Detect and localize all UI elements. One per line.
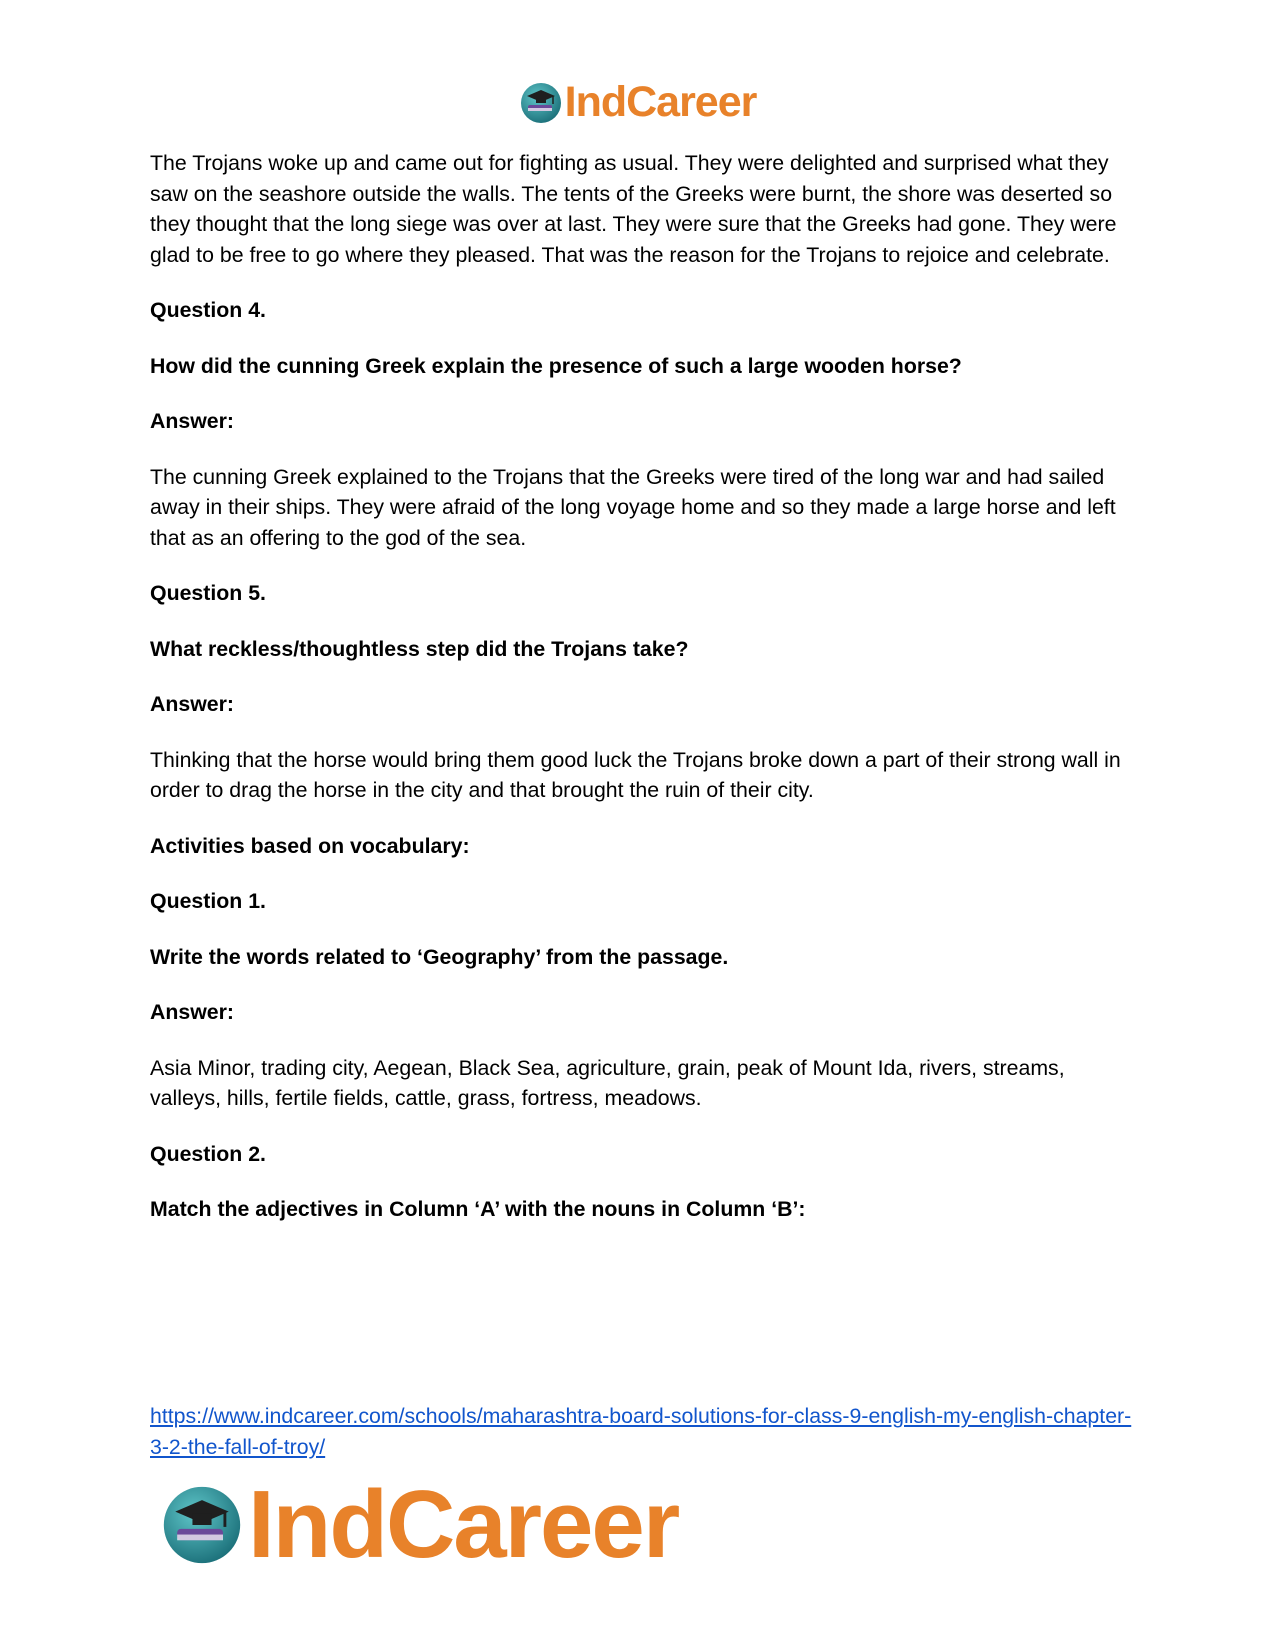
heading-text: Question 4. bbox=[150, 298, 266, 322]
heading-text: Match the adjectives in Column ‘A’ with the nouns in Column ‘B’: bbox=[150, 1197, 806, 1221]
heading-text: Answer: bbox=[150, 409, 235, 433]
paragraph-gap bbox=[150, 326, 1135, 351]
paragraph-gap bbox=[150, 1169, 1135, 1194]
heading-text: Write the words related to ‘Geography’ from the passage. bbox=[150, 944, 729, 969]
paragraph-gap bbox=[150, 917, 1135, 942]
paragraph-gap bbox=[150, 609, 1135, 634]
footer-link[interactable]: https://www.indcareer.com/schools/maharashtra-board-solutions-for-class-9-english-my-english-chapter-3-2-the-fall-of-troy/ bbox=[150, 1404, 1132, 1459]
paragraph-gap bbox=[150, 720, 1135, 745]
paragraph-text: The cunning Greek explained to the Trojans that the Greeks were tired of the long war and had sailed away in their ships. They were afraid of the long voyage home and so they made a large horse and left that as an offering to the god of the sea. bbox=[150, 464, 1116, 550]
logo bbox=[519, 78, 757, 127]
paragraph-text: Asia Minor, trading city, Aegean, Black Sea, agriculture, grain, peak of Mount Ida, rivers, streams, valleys, hills, fertile fields, cattle, grass, fortress, meadows. bbox=[150, 1055, 1065, 1110]
heading-text: Activities based on vocabulary: bbox=[150, 833, 470, 858]
heading-text: How did the cunning Greek explain the presence of such a large wooden horse? bbox=[150, 353, 962, 378]
paragraph-gap bbox=[150, 1114, 1135, 1139]
footer-logo-mark bbox=[160, 1470, 678, 1580]
logo-text: IndCareer bbox=[564, 78, 757, 126]
heading-text: Answer: bbox=[150, 692, 235, 716]
footer-logo bbox=[160, 1470, 678, 1580]
paragraph-gap bbox=[150, 270, 1135, 295]
paragraph-gap bbox=[150, 381, 1135, 406]
paragraph-gap bbox=[150, 664, 1135, 689]
heading-text: Question 1. bbox=[150, 889, 266, 913]
header-logo bbox=[0, 78, 1275, 127]
footer-logo-text: IndCareer bbox=[248, 1471, 679, 1578]
document-body bbox=[150, 148, 1135, 1225]
paragraph-text: Thinking that the horse would bring them good luck the Trojans broke down a part of their strong wall in order to drag the horse in the city and that brought the ruin of their city. bbox=[150, 747, 1121, 802]
paragraph-gap bbox=[150, 437, 1135, 462]
heading-text: Answer: bbox=[150, 1000, 235, 1024]
graduation-book-icon bbox=[160, 1483, 244, 1567]
paragraph-gap bbox=[150, 806, 1135, 831]
paragraph-gap bbox=[150, 861, 1135, 886]
paragraph-text: The Trojans woke up and came out for fighting as usual. They were delighted and surprised what they saw on the seashore outside the walls. The tents of the Greeks were burnt, the shore was deserted so they thought that the long siege was over at last. They were sure that the Greeks had gone. They were glad to be free to go where they pleased. That was the reason for the Trojans to rejoice and celebrate. bbox=[150, 151, 1117, 267]
paragraph-gap bbox=[150, 553, 1135, 578]
paragraph-gap bbox=[150, 972, 1135, 997]
heading-text: What reckless/thoughtless step did the Trojans take? bbox=[150, 636, 689, 661]
heading-text: Question 2. bbox=[150, 1141, 266, 1166]
heading-text: Question 5. bbox=[150, 581, 266, 605]
paragraph-gap bbox=[150, 1028, 1135, 1053]
graduation-book-icon bbox=[519, 81, 563, 125]
